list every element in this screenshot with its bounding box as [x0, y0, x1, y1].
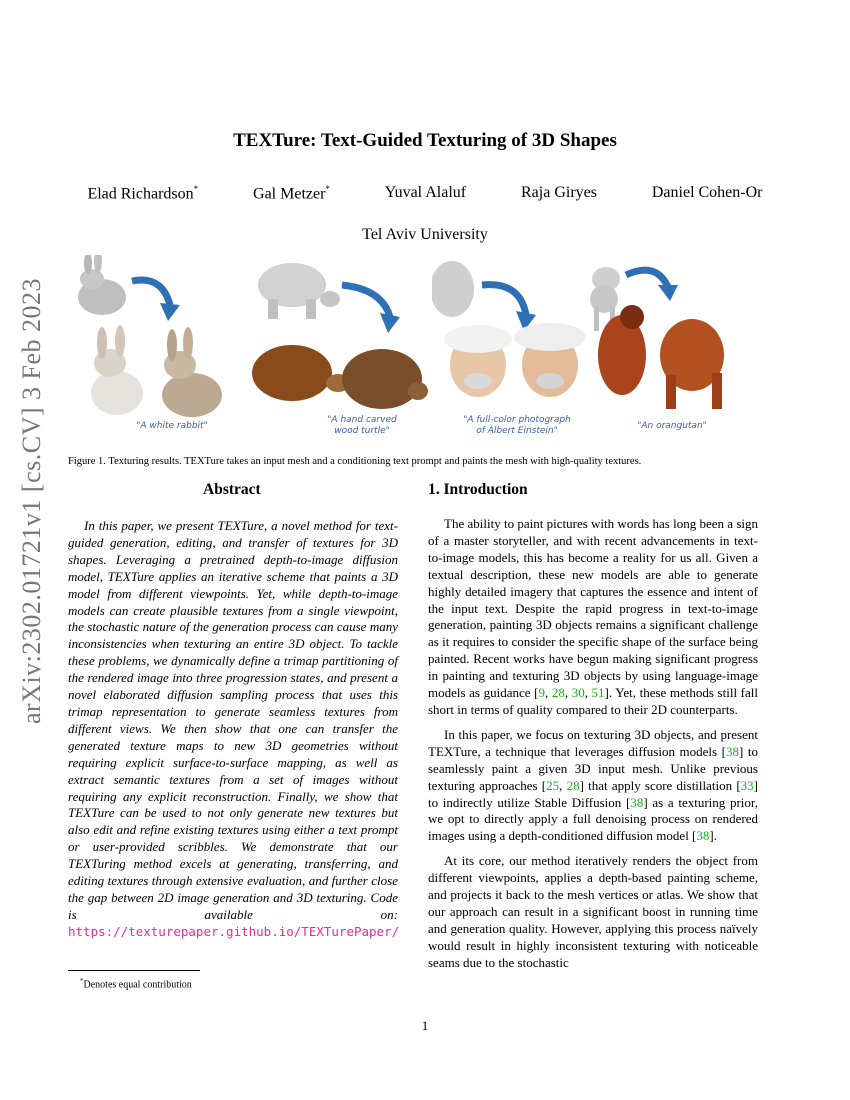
prompt-label: "A white rabbit" [136, 421, 208, 431]
introduction-heading: 1. Introduction [428, 481, 528, 498]
teaser-figure [62, 255, 762, 440]
text-run: In this paper, we focus on texturing 3D objects, and present TEXTure, a technique that leverages diffusion models [ [428, 726, 758, 759]
text-run: The ability to paint pictures with words has long been a sign of a master storyteller, and with recent advancements in text-to-image models, this has become a reality for us all. Given a textual description, these new models are able to generate highly detailed imagery that captures the essence and intent of the input text. Despite the rapid progress in text-to-image generation, painting 3D objects remains a significant challenge as it requires to consider the specific shape of the surface being painted. Recent works have begun making significant progress in painting and texturing 3D objects by using language-image models as guidance [ [428, 516, 758, 701]
author-list [60, 184, 790, 203]
author: Elad Richardson* [87, 184, 199, 203]
citation-link[interactable]: 51 [591, 685, 605, 701]
text-run: ] that apply score distillation [ [579, 777, 741, 793]
author: Yuval Alaluf [384, 184, 467, 201]
citation-link[interactable]: 38 [725, 743, 739, 759]
footnote: *Denotes equal contribution [80, 977, 192, 991]
abstract-text: In this paper, we present TEXTure, a novel method for text-guided generation, editing, and transfer of textures for 3D shapes. Leveraging a pretrained depth-to-image diffusion model, TEXTure applies an iterative scheme that paints a 3D model from different viewpoints. Yet, while depth-to-image models can create plausible textures from a single viewpoint, the stochastic nature of the generation process can cause many inconsistencies when texturing an entire 3D object. To tackle these problems, we dynamically define a trimap partitioning of the rendered image into three progression states, and present a novel elaborated diffusion sampling process that uses this trimap representation to generate seamless textures from different views. We then show that one can transfer the generated texture maps to new 3D geometries without requiring explicit surface-to-surface mapping, as well as extract semantic textures from a set of images without requiring any explicit reconstruction. Finally, we show that TEXTure can be used to not only generate new textures but also edit and refine existing textures using either a text prompt or user-provided scribbles. We demonstrate that our TEXTuring method excels at generating, transferring, and editing textures through extensive evaluation, and further close the gap between 2D image generation and 3D texturing. Code is available on: https://texturepaper.github.io/TEXTurePaper/ [68, 518, 400, 939]
page-number: 1 [421, 1018, 429, 1033]
citation-link[interactable]: 25 [546, 777, 560, 793]
orangutan-illustration [582, 255, 762, 440]
citation-link[interactable]: 9 [538, 685, 545, 701]
author: Raja Giryes [521, 184, 597, 201]
text-run: , [584, 685, 592, 701]
figure-caption: Figure 1. Texturing results. TEXTure takes an input mesh and a conditioning text prompt and paints the mesh with high-quality textures. [68, 456, 642, 467]
paragraph [428, 853, 758, 971]
prompt-label: "A full-color photograph of Albert Einstein" [463, 415, 571, 436]
text-run: ] as a texturing prior, we opt to directly apply a full denoising process on rendered images using a depth-conditioned diffusion model [ [428, 794, 758, 844]
abstract-heading: Abstract [203, 481, 261, 498]
prompt-label: "An orangutan" [637, 421, 707, 431]
paragraph [428, 516, 758, 719]
paragraph [428, 727, 758, 845]
turtle-illustration [242, 255, 432, 440]
text-run: ]. [709, 828, 717, 844]
citation-link[interactable]: 28 [566, 777, 580, 793]
introduction-text [428, 516, 758, 980]
affiliation: Tel Aviv University [362, 226, 488, 243]
footnote-rule [68, 970, 200, 971]
text-run: At its core, our method iteratively renders the object from different viewpoints, applies a depth-based painting scheme, and projects it back to the mesh vertices or atlas. We show that our approach can result in a significant boost in running time and generation quality. However, applying this process naïvely would result in highly inconsistent texturing with noticeable seams due to the stochastic [428, 853, 758, 970]
text-run: ] to seamlessly paint a given 3D input mesh. Unlike previous texturing approaches [ [428, 743, 758, 793]
citation-link[interactable]: 30 [571, 685, 585, 701]
citation-link[interactable]: 38 [696, 828, 710, 844]
citation-link[interactable]: 38 [630, 794, 644, 810]
text-run: , [544, 685, 552, 701]
author: Daniel Cohen-Or [651, 184, 763, 201]
author: Gal Metzer* [253, 184, 330, 203]
text-run: , [559, 777, 567, 793]
paper-title: TEXTure: Text-Guided Texturing of 3D Shapes [233, 130, 617, 151]
rabbit-illustration [62, 255, 242, 440]
arxiv-identifier: arXiv:2302.01721v1 [cs.CV] 3 Feb 2023 [17, 278, 46, 725]
citation-link[interactable]: 28 [551, 685, 565, 701]
code-link[interactable]: https://texturepaper.github.io/TEXTurePaper/ [68, 923, 400, 939]
text-run: ] to indirectly utilize Stable Diffusion [ [428, 777, 759, 810]
citation-link[interactable]: 33 [740, 777, 754, 793]
text-run: , [564, 685, 572, 701]
prompt-label: "A hand carved wood turtle" [327, 415, 397, 436]
text-run: ]. Yet, these methods still fall short in terms of quality compared to their 2D counterparts. [428, 685, 758, 717]
